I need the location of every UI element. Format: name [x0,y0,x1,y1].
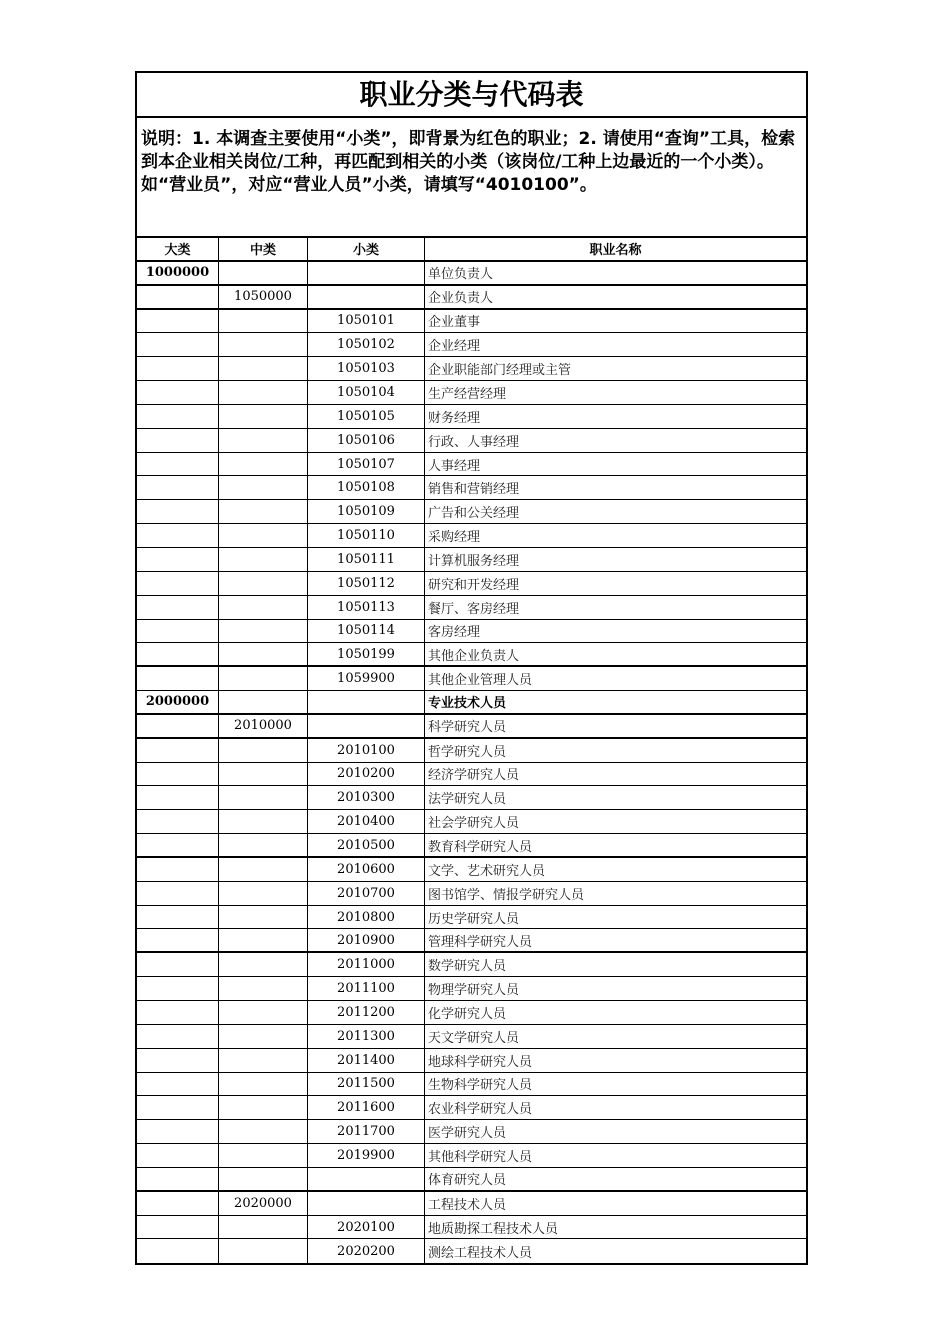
occupation-name-cell: 生物科学研究人员 [428,1078,533,1094]
major-category-cell [137,1168,219,1190]
occupation-name-cell: 客房经理 [428,625,481,641]
occupation-name-cell: 企业职能部门经理或主管 [428,363,572,379]
occupation-name-cell: 采购经理 [428,530,481,546]
minor-category-cell: 2010700 [308,882,425,905]
middle-category-cell [219,381,308,404]
major-category-cell: 2000000 [137,691,219,713]
occupation-name-cell: 单位负责人 [428,267,494,283]
middle-category-cell [219,405,308,428]
minor-category-cell: 1050102 [308,333,425,356]
middle-category-cell [219,977,308,1000]
middle-category-cell [219,596,308,619]
table-row[interactable] [137,667,806,691]
table-row[interactable] [137,786,806,810]
major-category-cell [137,810,219,833]
header-middle-category: 中类 [219,238,308,260]
middle-category-cell [219,620,308,643]
minor-category-cell: 2020200 [308,1239,425,1263]
minor-category-cell: 2010400 [308,810,425,833]
middle-category-cell [219,953,308,976]
minor-category-cell: 1050114 [308,620,425,643]
minor-category-cell: 2011600 [308,1096,425,1119]
major-category-cell [137,1025,219,1048]
table-row[interactable] [137,262,806,286]
major-category-cell [137,548,219,571]
major-category-cell [137,1239,219,1263]
minor-category-cell: 1050108 [308,476,425,499]
major-category-cell [137,1073,219,1096]
major-category-cell: 1000000 [137,262,219,284]
table-row[interactable] [137,858,806,882]
occupation-name-cell: 测绘工程技术人员 [428,1245,533,1261]
middle-category-cell [219,429,308,452]
middle-category-cell [219,1144,308,1167]
table-row[interactable] [137,1001,806,1025]
minor-category-cell: 1050110 [308,524,425,547]
table-row[interactable] [137,1120,806,1144]
table-row[interactable] [137,1049,806,1073]
table-row[interactable] [137,1144,806,1168]
middle-category-cell: 2010000 [219,715,308,737]
major-category-cell [137,524,219,547]
table-row[interactable] [137,1025,806,1049]
table-row[interactable] [137,691,806,715]
middle-category-cell [219,929,308,951]
major-category-cell [137,739,219,762]
table-row[interactable] [137,333,806,357]
middle-category-cell [219,1239,308,1263]
middle-category-cell [219,1120,308,1143]
middle-category-cell [219,500,308,523]
table-row[interactable] [137,1239,806,1263]
middle-category-cell [219,786,308,809]
table-row[interactable] [137,548,806,572]
minor-category-cell: 2010500 [308,834,425,856]
header-major-category: 大类 [137,238,219,260]
table-row[interactable] [137,715,806,739]
major-category-cell [137,667,219,690]
middle-category-cell [219,858,308,881]
major-category-cell [137,858,219,881]
middle-category-cell [219,1073,308,1096]
occupation-name-cell: 生产经营经理 [428,386,507,402]
middle-category-cell [219,906,308,929]
minor-category-cell: 2010600 [308,858,425,881]
occupation-name-cell: 其他科学研究人员 [428,1149,533,1165]
middle-category-cell [219,1216,308,1239]
occupation-name-cell: 科学研究人员 [428,720,507,736]
table-row[interactable] [137,572,806,596]
table-row[interactable] [137,977,806,1001]
major-category-cell [137,429,219,452]
occupation-name-cell: 天文学研究人员 [428,1030,520,1046]
table-row[interactable] [137,810,806,834]
occupation-name-cell: 经济学研究人员 [428,768,520,784]
occupation-name-cell: 历史学研究人员 [428,911,520,927]
major-category-cell [137,1120,219,1143]
table-row[interactable] [137,1168,806,1192]
instructions-note: 说明：1. 本调查主要使用“小类”，即背景为红色的职业；2. 请使用“查询”工具，检索到本企业相关岗位/工种，再匹配到相关的小类（该岗位/工种上边最近的一个小类）。如“营业员”，对应“营业人员”小类，请填写“4010100”。 [137,118,806,238]
minor-category-cell [308,691,425,713]
table-row[interactable] [137,453,806,477]
middle-category-cell: 1050000 [219,286,308,308]
occupation-name-cell: 人事经理 [428,458,481,474]
middle-category-cell [219,691,308,713]
major-category-cell [137,596,219,619]
middle-category-cell [219,1168,308,1190]
table-row[interactable] [137,357,806,381]
major-category-cell [137,572,219,595]
middle-category-cell [219,643,308,665]
middle-category-cell [219,310,308,333]
occupation-name-cell: 企业经理 [428,339,481,355]
occupation-name-cell: 研究和开发经理 [428,577,520,593]
middle-category-cell [219,1096,308,1119]
minor-category-cell: 1050112 [308,572,425,595]
occupation-name-cell: 其他企业管理人员 [428,673,533,689]
major-category-cell [137,715,219,737]
code-table-sheet [135,71,808,1265]
middle-category-cell [219,262,308,284]
page-title: 职业分类与代码表 [137,73,806,118]
table-row[interactable] [137,763,806,787]
minor-category-cell: 1050105 [308,405,425,428]
middle-category-cell [219,357,308,380]
table-row[interactable] [137,310,806,334]
middle-category-cell [219,1025,308,1048]
minor-category-cell: 1050101 [308,310,425,333]
header-occupation-name: 职业名称 [589,243,642,258]
occupation-name-cell: 餐厅、客房经理 [428,601,520,617]
major-category-cell [137,620,219,643]
middle-category-cell [219,810,308,833]
minor-category-cell: 1050199 [308,643,425,665]
table-row[interactable] [137,429,806,453]
major-category-cell [137,882,219,905]
occupation-name-cell: 物理学研究人员 [428,983,520,999]
major-category-cell [137,953,219,976]
minor-category-cell: 2019900 [308,1144,425,1167]
minor-category-cell: 2011000 [308,953,425,976]
major-category-cell [137,333,219,356]
occupation-name-cell: 法学研究人员 [428,792,507,808]
occupation-name-cell: 数学研究人员 [428,959,507,975]
major-category-cell [137,310,219,333]
minor-category-cell [308,1192,425,1215]
major-category-cell [137,1096,219,1119]
major-category-cell [137,453,219,476]
major-category-cell [137,500,219,523]
occupation-name-cell: 行政、人事经理 [428,434,520,450]
occupation-name-cell: 图书馆学、情报学研究人员 [428,887,585,903]
occupation-name-cell: 地球科学研究人员 [428,1054,533,1070]
occupation-name-cell: 工程技术人员 [428,1197,507,1213]
header-minor-category: 小类 [308,238,425,260]
occupation-name-cell: 文学、艺术研究人员 [428,863,546,879]
occupation-name-cell: 企业董事 [428,315,481,331]
occupation-name-cell: 其他企业负责人 [428,648,520,664]
occupation-name-cell: 社会学研究人员 [428,816,520,832]
middle-category-cell [219,476,308,499]
middle-category-cell [219,1049,308,1072]
table-header-row [137,238,806,262]
minor-category-cell: 2010200 [308,763,425,786]
occupation-name-cell: 管理科学研究人员 [428,934,533,950]
table-row[interactable] [137,739,806,763]
major-category-cell [137,1216,219,1239]
major-category-cell [137,1192,219,1215]
major-category-cell [137,381,219,404]
table-row[interactable] [137,929,806,953]
major-category-cell [137,763,219,786]
middle-category-cell [219,667,308,690]
occupation-name-cell: 销售和营销经理 [428,482,520,498]
occupation-name-cell: 广告和公关经理 [428,506,520,522]
minor-category-cell: 2011100 [308,977,425,1000]
middle-category-cell [219,453,308,476]
major-category-cell [137,834,219,856]
major-category-cell [137,286,219,308]
minor-category-cell: 1050111 [308,548,425,571]
middle-category-cell [219,333,308,356]
occupation-name-cell: 医学研究人员 [428,1126,507,1142]
minor-category-cell [308,286,425,308]
occupation-name-cell: 体育研究人员 [428,1173,507,1189]
occupation-name-cell: 农业科学研究人员 [428,1102,533,1118]
minor-category-cell: 1050107 [308,453,425,476]
minor-category-cell [308,1168,425,1190]
major-category-cell [137,476,219,499]
minor-category-cell: 2010300 [308,786,425,809]
minor-category-cell [308,715,425,737]
minor-category-cell: 1050113 [308,596,425,619]
table-row[interactable] [137,906,806,930]
middle-category-cell [219,1001,308,1024]
major-category-cell [137,1049,219,1072]
table-row[interactable] [137,476,806,500]
major-category-cell [137,643,219,665]
major-category-cell [137,357,219,380]
middle-category-cell [219,524,308,547]
minor-category-cell: 2010100 [308,739,425,762]
minor-category-cell: 2010900 [308,929,425,951]
table-row[interactable] [137,620,806,644]
table-row[interactable] [137,1216,806,1240]
table-row[interactable] [137,834,806,858]
minor-category-cell: 2011500 [308,1073,425,1096]
major-category-cell [137,1144,219,1167]
minor-category-cell: 2011300 [308,1025,425,1048]
minor-category-cell: 2011200 [308,1001,425,1024]
table-body [137,262,806,1263]
middle-category-cell: 2020000 [219,1192,308,1215]
table-row[interactable] [137,405,806,429]
middle-category-cell [219,882,308,905]
major-category-cell [137,405,219,428]
minor-category-cell: 1050106 [308,429,425,452]
table-row[interactable] [137,286,806,310]
major-category-cell [137,929,219,951]
minor-category-cell: 1050103 [308,357,425,380]
major-category-cell [137,786,219,809]
occupation-name-cell: 哲学研究人员 [428,744,507,760]
occupation-name-cell: 地质勘探工程技术人员 [428,1221,559,1237]
major-category-cell [137,1001,219,1024]
minor-category-cell: 2011400 [308,1049,425,1072]
table-row[interactable] [137,953,806,977]
table-row[interactable] [137,500,806,524]
occupation-name-cell: 计算机服务经理 [428,553,520,569]
table-row[interactable] [137,1073,806,1097]
middle-category-cell [219,548,308,571]
minor-category-cell: 2011700 [308,1120,425,1143]
table-row[interactable] [137,596,806,620]
table-row[interactable] [137,381,806,405]
minor-category-cell: 1059900 [308,667,425,690]
middle-category-cell [219,834,308,856]
minor-category-cell: 2020100 [308,1216,425,1239]
major-category-cell [137,977,219,1000]
middle-category-cell [219,763,308,786]
table-row[interactable] [137,1192,806,1216]
occupation-name-cell: 专业技术人员 [428,696,507,712]
occupation-name-cell: 财务经理 [428,410,481,426]
minor-category-cell: 1050104 [308,381,425,404]
table-row[interactable] [137,1096,806,1120]
occupation-name-cell: 企业负责人 [428,291,494,307]
middle-category-cell [219,572,308,595]
table-row[interactable] [137,524,806,548]
table-row[interactable] [137,882,806,906]
minor-category-cell: 1050109 [308,500,425,523]
minor-category-cell: 2010800 [308,906,425,929]
middle-category-cell [219,739,308,762]
major-category-cell [137,906,219,929]
table-row[interactable] [137,643,806,667]
occupation-name-cell: 化学研究人员 [428,1006,507,1022]
minor-category-cell [308,262,425,284]
occupation-name-cell: 教育科学研究人员 [428,839,533,855]
